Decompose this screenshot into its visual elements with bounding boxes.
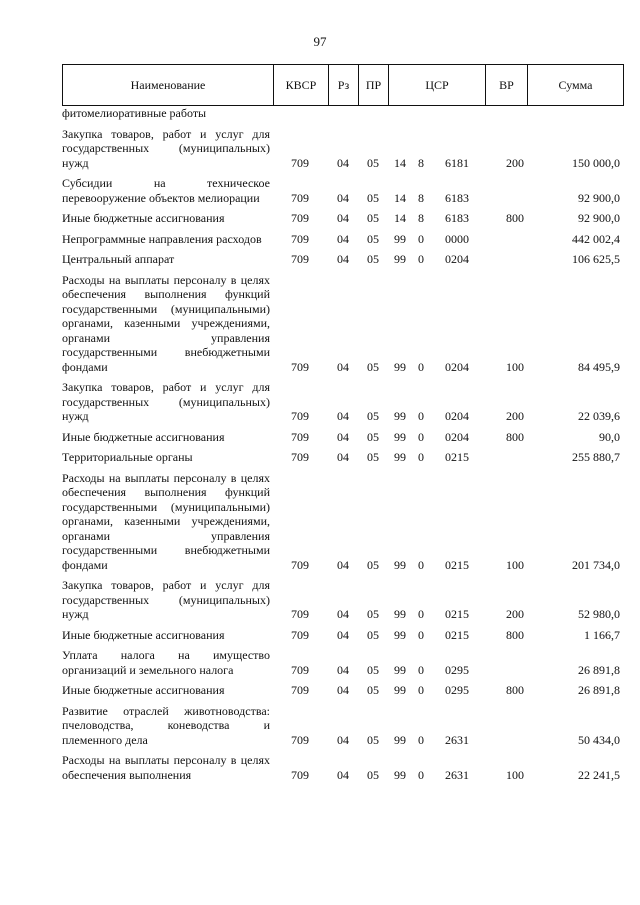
cell-csr2: 0 xyxy=(418,627,424,642)
cell-csr3: 0000 xyxy=(445,231,469,246)
cell-kvsr: 709 xyxy=(291,607,309,621)
cell-kvsr: 709 xyxy=(291,359,309,374)
cell-csr1: 99 xyxy=(394,683,406,697)
cell-vr: 800 xyxy=(506,211,524,225)
table-row xyxy=(62,232,623,247)
cell-csr2: 0 xyxy=(418,557,424,572)
cell-sum: 442 002,4 xyxy=(572,231,620,246)
table-row xyxy=(62,648,623,677)
cell-csr3: 0215 xyxy=(445,450,469,464)
cell-csr1: 99 xyxy=(394,409,406,423)
cell-csr1: 99 xyxy=(394,429,406,444)
cell-sum: 50 434,0 xyxy=(578,732,620,747)
row-name: Расходы на выплаты персоналу в целях обеспечения выполнения xyxy=(62,753,270,782)
table-row xyxy=(62,578,623,622)
cell-kvsr: 709 xyxy=(291,155,309,170)
cell-csr2: 0 xyxy=(418,607,424,621)
row-name: Субсидии на техническое перевооружение объектов мелиорации xyxy=(62,176,270,205)
cell-sum: 22 241,5 xyxy=(578,767,620,782)
table-row xyxy=(62,430,623,445)
cell-csr2: 0 xyxy=(418,732,424,747)
row-name: Иные бюджетные ассигнования xyxy=(62,211,225,225)
cell-csr1: 99 xyxy=(394,662,406,677)
cell-pr: 05 xyxy=(367,627,379,642)
cell-vr: 800 xyxy=(506,429,524,444)
cell-csr3: 0204 xyxy=(445,252,469,266)
cell-kvsr: 709 xyxy=(291,231,309,246)
cell-csr3: 6181 xyxy=(445,155,469,170)
table-header xyxy=(62,64,624,106)
table-row xyxy=(62,704,623,748)
cell-csr1: 14 xyxy=(394,155,406,170)
cell-csr1: 99 xyxy=(394,767,406,782)
row-codes xyxy=(62,558,623,573)
cell-vr: 800 xyxy=(506,683,524,697)
cell-rz: 04 xyxy=(337,190,349,205)
row-name: Расходы на выплаты персоналу в целях обеспечения выполнения функций государственными (муниципальными) органами, казенными учреждениями, органами управления государственными внебюджетными фондами xyxy=(62,470,270,572)
header-sum: Сумма xyxy=(528,65,624,106)
row-codes xyxy=(62,409,623,424)
cell-pr: 05 xyxy=(367,607,379,621)
table-row xyxy=(62,106,623,121)
cell-sum: 106 625,5 xyxy=(572,252,620,266)
table-row xyxy=(62,683,623,698)
cell-csr1: 99 xyxy=(394,732,406,747)
cell-kvsr: 709 xyxy=(291,683,309,697)
row-codes xyxy=(62,430,623,445)
table-row xyxy=(62,252,623,267)
cell-kvsr: 709 xyxy=(291,429,309,444)
cell-csr1: 99 xyxy=(394,359,406,374)
row-codes xyxy=(62,683,623,698)
cell-vr: 800 xyxy=(506,627,524,642)
row-name: Закупка товаров, работ и услуг для государственных (муниципальных) нужд xyxy=(62,578,270,621)
table-row xyxy=(62,628,623,643)
cell-pr: 05 xyxy=(367,683,379,697)
cell-sum: 26 891,8 xyxy=(578,683,620,697)
cell-sum: 255 880,7 xyxy=(572,450,620,464)
cell-sum: 52 980,0 xyxy=(578,607,620,621)
cell-csr2: 0 xyxy=(418,252,424,266)
cell-sum: 92 900,0 xyxy=(578,190,620,205)
table-body xyxy=(62,106,623,788)
cell-sum: 92 900,0 xyxy=(578,211,620,225)
cell-rz: 04 xyxy=(337,231,349,246)
row-codes xyxy=(62,191,623,206)
cell-csr3: 0215 xyxy=(445,607,469,621)
cell-csr1: 14 xyxy=(394,211,406,225)
cell-rz: 04 xyxy=(337,683,349,697)
cell-csr2: 8 xyxy=(418,190,424,205)
row-codes xyxy=(62,628,623,643)
cell-kvsr: 709 xyxy=(291,557,309,572)
table-row xyxy=(62,753,623,782)
header-vr: ВР xyxy=(486,65,528,106)
row-codes xyxy=(62,106,623,121)
cell-pr: 05 xyxy=(367,662,379,677)
cell-vr: 200 xyxy=(506,607,524,621)
table-row xyxy=(62,211,623,226)
cell-kvsr: 709 xyxy=(291,732,309,747)
row-name: Уплата налога на имущество организаций и земельного налога xyxy=(62,648,270,677)
cell-vr: 100 xyxy=(506,359,524,374)
table-row xyxy=(62,471,623,573)
cell-rz: 04 xyxy=(337,607,349,621)
row-codes xyxy=(62,252,623,267)
cell-csr1: 99 xyxy=(394,557,406,572)
cell-rz: 04 xyxy=(337,557,349,572)
cell-rz: 04 xyxy=(337,627,349,642)
cell-csr2: 0 xyxy=(418,450,424,464)
cell-sum: 90,0 xyxy=(599,429,620,444)
row-name: Развитие отраслей животноводства: пчеловодства, коневодства и племенного дела xyxy=(62,703,270,747)
cell-kvsr: 709 xyxy=(291,767,309,782)
cell-vr: 200 xyxy=(506,409,524,423)
row-name: фитомелиоративные работы xyxy=(62,106,207,120)
cell-sum: 84 495,9 xyxy=(578,359,620,374)
cell-csr2: 8 xyxy=(418,211,424,225)
cell-pr: 05 xyxy=(367,557,379,572)
cell-csr3: 2631 xyxy=(445,767,469,782)
cell-csr2: 0 xyxy=(418,662,424,677)
header-csr: ЦСР xyxy=(389,65,486,106)
cell-pr: 05 xyxy=(367,450,379,464)
cell-pr: 05 xyxy=(367,732,379,747)
cell-pr: 05 xyxy=(367,231,379,246)
cell-kvsr: 709 xyxy=(291,211,309,225)
row-name: Иные бюджетные ассигнования xyxy=(62,429,225,444)
header-pr: ПР xyxy=(359,65,389,106)
cell-vr: 100 xyxy=(506,557,524,572)
cell-kvsr: 709 xyxy=(291,409,309,423)
cell-csr3: 0204 xyxy=(445,409,469,423)
cell-rz: 04 xyxy=(337,155,349,170)
cell-vr: 100 xyxy=(506,767,524,782)
cell-pr: 05 xyxy=(367,359,379,374)
cell-pr: 05 xyxy=(367,211,379,225)
table-row xyxy=(62,176,623,205)
cell-pr: 05 xyxy=(367,252,379,266)
cell-csr1: 99 xyxy=(394,231,406,246)
cell-kvsr: 709 xyxy=(291,627,309,642)
cell-rz: 04 xyxy=(337,732,349,747)
cell-rz: 04 xyxy=(337,409,349,423)
page-number: 97 xyxy=(313,34,327,49)
cell-rz: 04 xyxy=(337,252,349,266)
cell-pr: 05 xyxy=(367,429,379,444)
cell-kvsr: 709 xyxy=(291,252,309,266)
cell-csr2: 0 xyxy=(418,409,424,423)
cell-csr2: 0 xyxy=(418,231,424,246)
cell-rz: 04 xyxy=(337,767,349,782)
row-name: Территориальные органы xyxy=(62,450,193,464)
cell-csr3: 0295 xyxy=(445,683,469,697)
header-kvsr: КВСР xyxy=(274,65,329,106)
cell-csr2: 0 xyxy=(418,359,424,374)
row-codes xyxy=(62,211,623,226)
row-codes xyxy=(62,156,623,171)
cell-kvsr: 709 xyxy=(291,190,309,205)
cell-csr1: 99 xyxy=(394,450,406,464)
row-name: Иные бюджетные ассигнования xyxy=(62,627,225,642)
row-codes xyxy=(62,663,623,678)
cell-pr: 05 xyxy=(367,409,379,423)
cell-sum: 201 734,0 xyxy=(572,557,620,572)
header-rz: Рз xyxy=(329,65,359,106)
cell-rz: 04 xyxy=(337,211,349,225)
cell-rz: 04 xyxy=(337,359,349,374)
cell-csr2: 8 xyxy=(418,155,424,170)
row-name: Закупка товаров, работ и услуг для государственных (муниципальных) нужд xyxy=(62,380,270,423)
cell-csr2: 0 xyxy=(418,683,424,697)
table-row xyxy=(62,380,623,424)
row-codes xyxy=(62,450,623,465)
cell-csr3: 0204 xyxy=(445,359,469,374)
cell-csr2: 0 xyxy=(418,429,424,444)
table-row xyxy=(62,127,623,171)
row-name: Иные бюджетные ассигнования xyxy=(62,683,225,697)
row-name: Закупка товаров, работ и услуг для государственных (муниципальных) нужд xyxy=(62,126,270,170)
table-row xyxy=(62,450,623,465)
cell-csr3: 2631 xyxy=(445,732,469,747)
cell-kvsr: 709 xyxy=(291,662,309,677)
row-name: Непрограммные направления расходов xyxy=(62,231,262,246)
cell-csr3: 0215 xyxy=(445,557,469,572)
cell-csr2: 0 xyxy=(418,767,424,782)
table-row xyxy=(62,273,623,375)
cell-sum: 26 891,8 xyxy=(578,662,620,677)
cell-rz: 04 xyxy=(337,429,349,444)
row-codes xyxy=(62,733,623,748)
cell-csr1: 99 xyxy=(394,607,406,621)
cell-csr1: 99 xyxy=(394,252,406,266)
row-codes xyxy=(62,768,623,783)
cell-csr3: 0215 xyxy=(445,627,469,642)
cell-rz: 04 xyxy=(337,450,349,464)
cell-pr: 05 xyxy=(367,767,379,782)
cell-sum: 150 000,0 xyxy=(572,155,620,170)
cell-kvsr: 709 xyxy=(291,450,309,464)
cell-sum: 1 166,7 xyxy=(584,627,620,642)
cell-sum: 22 039,6 xyxy=(578,409,620,423)
cell-csr3: 6183 xyxy=(445,211,469,225)
cell-pr: 05 xyxy=(367,155,379,170)
cell-csr1: 14 xyxy=(394,190,406,205)
row-codes xyxy=(62,232,623,247)
cell-csr3: 6183 xyxy=(445,190,469,205)
row-codes xyxy=(62,607,623,622)
cell-rz: 04 xyxy=(337,662,349,677)
cell-vr: 200 xyxy=(506,155,524,170)
cell-csr3: 0295 xyxy=(445,662,469,677)
cell-csr3: 0204 xyxy=(445,429,469,444)
row-name: Расходы на выплаты персоналу в целях обеспечения выполнения функций государственными (муниципальными) органами, казенными учреждениями, органами управления государственными внебюджетными фондами xyxy=(62,272,270,374)
header-name: Наименование xyxy=(63,65,274,106)
row-codes xyxy=(62,360,623,375)
row-name: Центральный аппарат xyxy=(62,252,175,266)
cell-pr: 05 xyxy=(367,190,379,205)
cell-csr1: 99 xyxy=(394,627,406,642)
